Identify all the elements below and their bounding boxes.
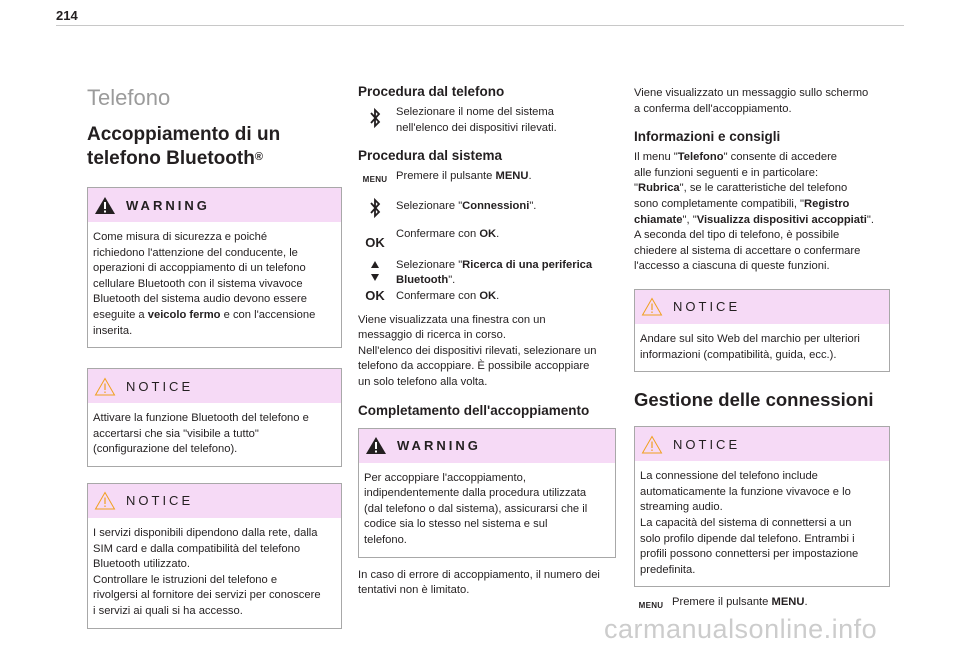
section-title: Telefono [87,85,171,110]
proc-phone-title: Procedura dal telefono [358,84,505,99]
warning-text: Per accoppiare l'accoppiamento, indipendentemente dalla procedura utilizzata (dal telefono o dal sistema), assicurarsi che il codice sia lo stesso nel sistema e sul telefono. [364,471,588,546]
pairing-heading: Accoppiamento di un telefono Bluetooth® [87,124,281,169]
manage-step-menu: MENU Premere il pulsante MENU. [634,595,890,611]
menu-button-icon: MENU [362,175,388,185]
system-step-menu: MENU Premere il pulsante MENU. [358,169,616,185]
warning-label: WARNING [397,438,481,454]
notice-triangle-icon [94,377,116,396]
info-title: Informazioni e consigli [634,129,781,145]
warning-triangle-icon [365,436,387,455]
notice-box-bluetooth [87,368,342,467]
notice-triangle-icon [641,435,663,454]
notice-label: NOTICE [126,378,194,394]
watermark: carmanualsonline.info [604,614,878,644]
notice-box-website [634,289,890,372]
ok-button-icon: OK [365,234,385,250]
notice-triangle-icon [94,491,116,510]
arrow-up-down-icon [370,260,380,282]
search-paragraph: Viene visualizzata una finestra con un messaggio di ricerca in corso. Nell'elenco dei dispositivi rilevati, selezionare un telefono da accoppiare. È possibile accoppiare un solo telefono alla volta. [358,313,597,388]
system-step-ok: OK Confermare con OK. [358,227,616,250]
bluetooth-icon [369,107,381,129]
notice-label: NOTICE [126,493,194,509]
proc-system-title: Procedura dal sistema [358,148,503,164]
notice-triangle-icon [641,297,663,316]
warning-box [87,187,342,348]
notice-box-services [87,483,342,629]
bluetooth-icon [369,197,381,219]
header-divider [56,25,904,26]
notice-label: NOTICE [673,299,741,315]
error-paragraph: In caso di errore di accoppiamento, il numero dei tentativi non è limitato. [358,568,600,597]
menu-button-icon: MENU [638,601,664,611]
column-2 [358,80,616,599]
system-step-search: OK Selezionare "Ricerca di una periferica Bluetooth". Confermare con OK. [365,258,593,303]
notice-text: Andare sul sito Web del marchio per ulteriori informazioni (compatibilità, guida, ecc.). [640,332,860,361]
notice-text: La connessione del telefono include automaticamente la funzione vivavoce e lo streaming audio. La capacità del sistema di connettersi a un solo profilo dipende dal telefono. Entrambi i profili possono connettersi per impostazione predefinita. [640,470,859,576]
system-step-connections: Selezionare "Connessioni". [358,195,616,219]
manage-connections-heading: Gestione delle connessioni [634,389,874,411]
proc-phone-step: Selezionare il nome del sistema nell'elenco dei dispositivi rilevati. [358,105,616,136]
warning-triangle-icon [94,196,116,215]
notice-text: Attivare la funzione Bluetooth del telefono e accertarsi che sia "visibile a tutto" (configurazione del telefono). [93,412,309,456]
notice-label: NOTICE [673,436,741,452]
info-paragraph: Il menu "Telefono" consente di accedere alle funzioni seguenti e in particolare: "Rubrica", se le caratteristiche del telefono sono completamente compatibili, "Registro chiamate", "Visualizza dispositivi accoppiati". A seconda del tipo di telefono, è possibile chiedere al sistema di accettare o confermare l'accesso a ciascuna di queste funzioni. [634,151,874,273]
confirm-paragraph: Viene visualizzato un messaggio sullo schermo a conferma dell'accoppiamento. [634,87,869,115]
column-3 [634,80,890,619]
column-1 [87,80,342,629]
warning-label: WARNING [126,197,210,213]
warning-box [358,428,616,558]
notice-box-connection [634,426,890,587]
notice-text: I servizi disponibili dipendono dalla rete, dalla SIM card e dalla compatibilità del telefono Bluetooth utilizzato. Controllare le istruzioni del telefono e rivolgersi al fornitore dei servizi per conoscere i servizi ai quali si ha accesso. [93,526,321,617]
ok-button-icon: OK [365,287,385,303]
completion-title: Completamento dell'accoppiamento [358,402,590,418]
warning-text: Come misura di sicurezza e poiché richiedono l'attenzione del conducente, le operazioni di accoppiamento di un telefono cellulare Bluetooth con il sistema vivavoce Bluetooth del sistema audio devono essere eseguite a veicolo fermo e con l'accensione inserita. [93,231,316,337]
page-number: 214 [56,8,78,23]
